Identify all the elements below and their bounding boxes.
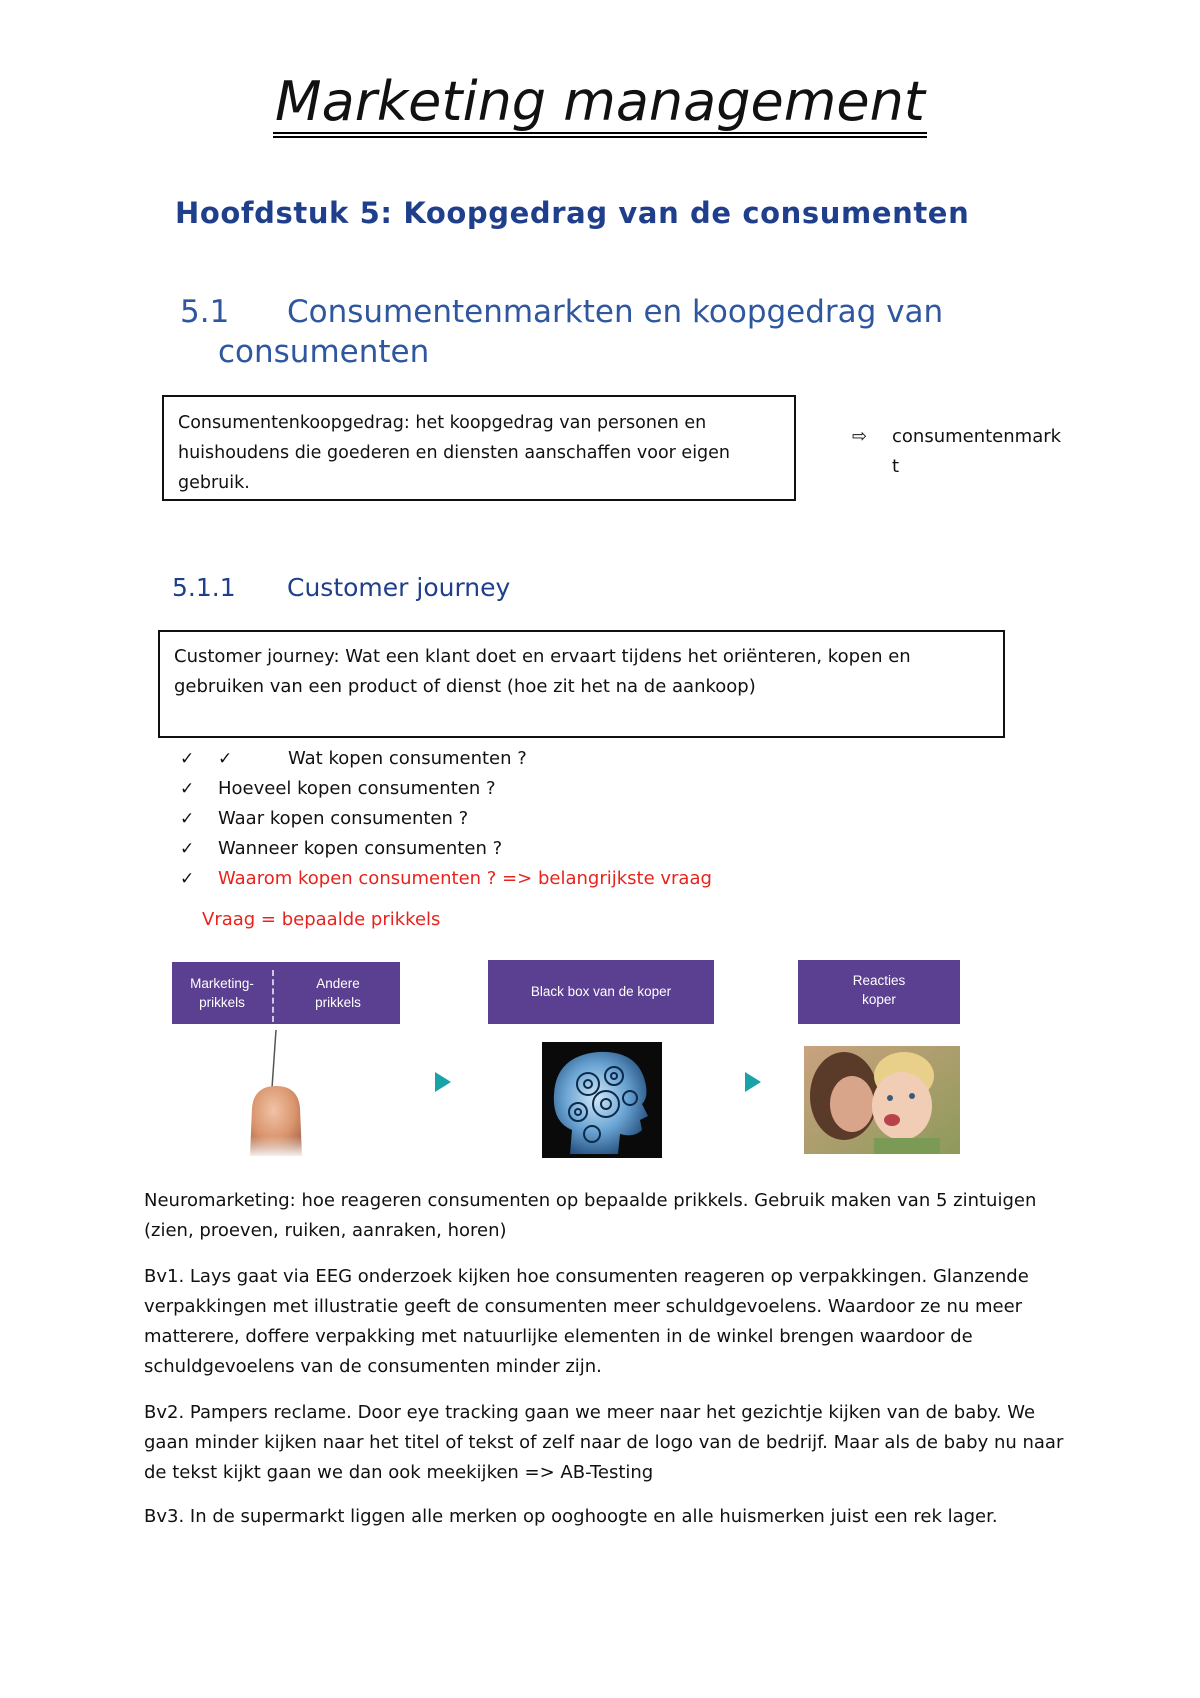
definition-box: Consumentenkoopgedrag: het koopgedrag van personen en huishoudens die goederen en diensten aanschaffen voor eigen gebruik.	[162, 395, 796, 501]
page-title: Marketing management	[0, 70, 1200, 138]
marketing-stimuli-label: Marketing- prikkels	[190, 976, 254, 1010]
gear-head-image	[542, 1042, 662, 1158]
black-box	[488, 960, 714, 1024]
list-item-text: Waar kopen consumenten ?	[218, 808, 469, 829]
section-number: 5.1	[180, 294, 230, 330]
black-box-label: Black box van de koper	[530, 984, 672, 999]
arrow-icon: ⇨	[852, 426, 868, 447]
finger-needle-image	[240, 1028, 320, 1156]
subsection-number: 5.1.1	[172, 573, 236, 602]
stimulus-response-diagram	[170, 958, 960, 1158]
response-label: Reacties koper	[852, 973, 906, 1007]
list-item-text: Wanneer kopen consumenten ?	[218, 838, 503, 859]
list-item	[180, 774, 712, 804]
section-title-line1: Consumentenmarkten en koopgedrag van	[287, 294, 944, 330]
section-title-line2: consumenten	[218, 334, 430, 370]
list-item	[180, 804, 712, 834]
paragraph-example-3: Bv3. In de supermarkt liggen alle merken op ooghoogte en alle huismerken juist een rek lager.	[144, 1506, 998, 1527]
checkmark-icon: ✓	[218, 749, 233, 769]
list-item-text: Waarom kopen consumenten ? => belangrijkste vraag	[218, 868, 712, 889]
paragraph-example-2: Bv2. Pampers reclame. Door eye tracking gaan we meer naar het gezichtje kijken van de baby. We gaan minder kijken naar het titel of tekst of zelf naar de logo van de bedrijf. Maar als de baby nu naar de tekst kijkt gaan we dan ook meekijken => AB-Testing	[144, 1402, 1064, 1483]
stimuli-box	[172, 962, 400, 1024]
chapter-heading: Hoofdstuk 5: Koopgedrag van de consumenten	[175, 196, 970, 230]
checkmark-icon: ✓	[180, 749, 195, 769]
list-item	[180, 834, 712, 864]
side-note-text: consumentenmarkt	[892, 426, 1062, 477]
list-item-text: Wat kopen consumenten ?	[288, 748, 527, 769]
customer-journey-box: Customer journey: Wat een klant doet en ervaart tijdens het oriënteren, kopen en gebruiken van een product of dienst (hoe zit het na de aankoop)	[158, 630, 1005, 738]
arrow-right-icon	[745, 1072, 761, 1092]
checkmark-icon: ✓	[180, 779, 195, 799]
checkmark-icon: ✓	[180, 869, 195, 889]
list-item	[180, 864, 712, 894]
section-heading	[180, 292, 1080, 372]
checkmark-icon: ✓	[180, 809, 195, 829]
arrow-right-icon	[435, 1072, 451, 1092]
subsection-heading	[172, 573, 510, 602]
checkmark-icon: ✓	[180, 839, 195, 859]
side-note	[852, 422, 1062, 482]
divider	[272, 970, 274, 1022]
other-stimuli-label: Andere prikkels	[315, 976, 361, 1010]
red-note: Vraag = bepaalde prikkels	[202, 909, 441, 930]
response-box	[798, 960, 960, 1024]
paragraph-neuromarketing: Neuromarketing: hoe reageren consumenten op bepaalde prikkels. Gebruik maken van 5 zintuigen (zien, proeven, ruiken, aanraken, horen)	[144, 1190, 1037, 1241]
mother-child-image	[804, 1046, 960, 1154]
list-item-text: Hoeveel kopen consumenten ?	[218, 778, 496, 799]
subsection-title: Customer journey	[287, 573, 511, 602]
question-checklist	[180, 744, 712, 894]
paragraph-example-1: Bv1. Lays gaat via EEG onderzoek kijken hoe consumenten reageren op verpakkingen. Glanzende verpakkingen met illustratie geeft de consumenten meer schuldgevoelens. Waardoor ze nu meer matterere, doffere verpakking met natuurlijke elementen in de winkel brengen waardoor de schuldgevoelens van de consumenten minder zijn.	[144, 1266, 1029, 1377]
list-item	[180, 744, 712, 774]
